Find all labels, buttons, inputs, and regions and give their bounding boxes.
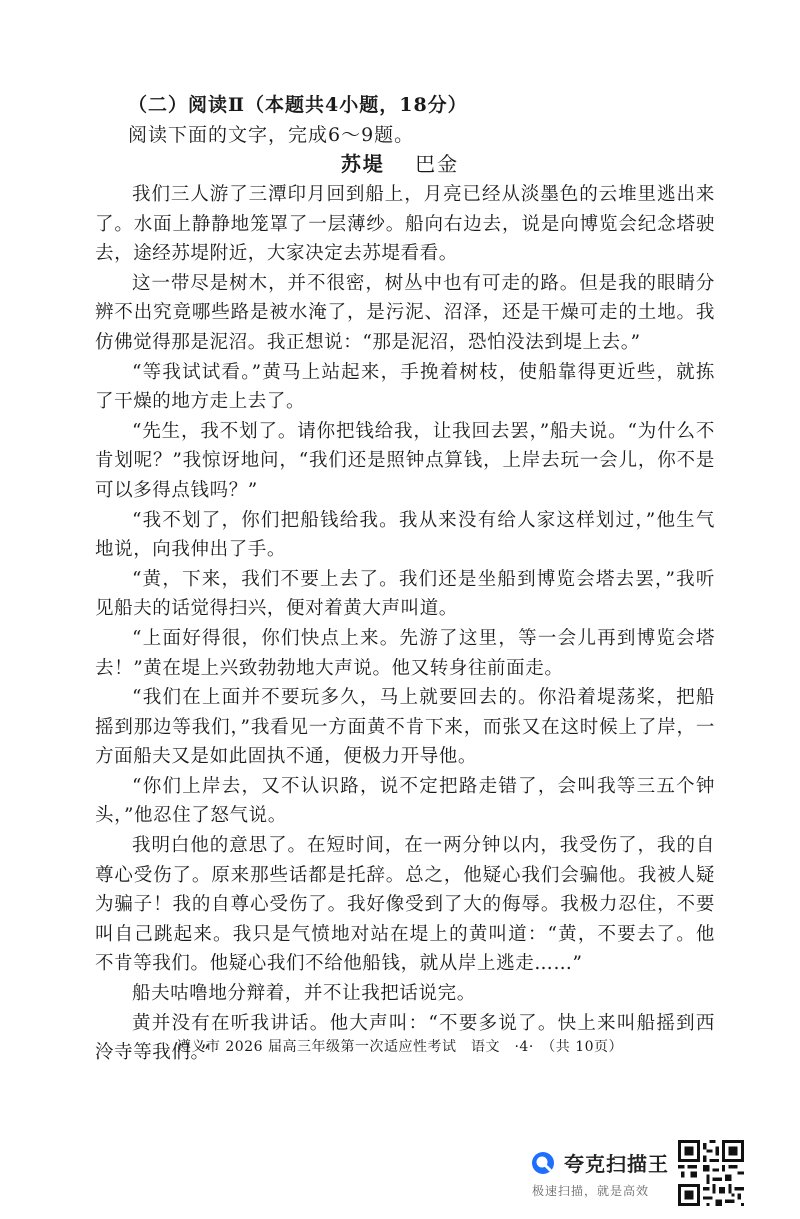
paragraph: 我们三人游了三潭印月回到船上，月亮已经从淡墨色的云堆里逃出来了。水面上静静地笼罩了一层薄纱。船向右边去，说是向博览会纪念塔驶去，途经苏堤附近，大家决定去苏堤看看。 — [95, 184, 715, 265]
article-author: 巴金 — [415, 152, 460, 176]
paragraph: “我不划了，你们把船钱给我。我从来没有给人家这样划过，”他生气地说，向我伸出了手。 — [95, 509, 715, 561]
quark-logo-icon — [530, 1150, 556, 1176]
brand-slogan: 极速扫描，就是高效 — [532, 1184, 650, 1198]
article-heading — [0, 148, 800, 177]
paragraph: “上面好得很，你们快点上来。先游了这里，等一会儿再到博览会塔去！”黄在堤上兴致勃勃地大声说。他又转身往前面走。 — [95, 627, 715, 679]
paragraph: “黄，下来，我们不要上去了。我们还是坐船到博览会塔去罢，”我听见船夫的话觉得扫兴，便对着黄大声叫道。 — [95, 568, 715, 620]
paragraph: “等我试试看。”黄马上站起来，手挽着树枝，使船靠得更近些，就拣了干燥的地方走上去了。 — [95, 361, 715, 413]
paragraph: 船夫咕噜地分辩着，并不让我把话说完。 — [132, 983, 476, 1005]
scanner-watermark — [530, 1148, 680, 1204]
page-footer: 遵义市 2026 届高三年级第一次适应性考试 语文 ·4· （共 10页） — [176, 1039, 624, 1055]
paragraph: 这一带尽是树木，并不很密，树丛中也有可走的路。但是我的眼睛分辨不出究竟哪些路是被水淹了，是污泥、沼泽，还是干燥可走的土地。我仿佛觉得那是泥沼。我正想说：“那是泥沼，恐怕没法到堤上去。” — [95, 272, 715, 353]
brand-name: 夸克扫描王 — [564, 1152, 669, 1176]
paragraph: “我们在上面并不要玩多久，马上就要回去的。你沿着堤荡桨，把船摇到那边等我们，”我看见一方面黄不肯下来，而张又在这时候上了岸，一方面船夫又是如此固执不通，便极力开导他。 — [95, 687, 715, 768]
paragraph: “你们上岸去，又不认识路，说不定把路走错了，会叫我等三五个钟头，”他忍住了怒气说。 — [95, 775, 715, 827]
paragraph: 我明白他的意思了。在短时间，在一两分钟以内，我受伤了，我的自尊心受伤了。原来那些话都是托辞。总之，他疑心我们会骗他。我被人疑为骗子！我的自尊心受伤了。我好像受到了大的侮辱。我极力忍住，不要叫自己跳起来。我只是气愤地对站在堤上的黄叫道：“黄，不要去了。他不肯等我们。他疑心我们不给他船钱，就从岸上逃走……” — [95, 835, 715, 975]
paragraph: 黄并没有在听我讲话。他大声叫：“不要多说了。快上来叫船摇到西泠寺等我们。” — [95, 1012, 715, 1064]
qr-code-icon — [678, 1140, 744, 1206]
section-title: （二）阅读Ⅱ（本题共4小题，18分） — [128, 94, 468, 116]
paragraph: “先生，我不划了。请你把钱给我，让我回去罢，”船夫说。“为什么不肯划呢？”我惊讶地问，“我们还是照钟点算钱，上岸去玩一会儿，你不是可以多得点钱吗？” — [95, 420, 715, 501]
article-title: 苏堤 — [340, 152, 385, 176]
article-body — [95, 180, 715, 1068]
section-instruction: 阅读下面的文字，完成6～9题。 — [128, 124, 415, 146]
